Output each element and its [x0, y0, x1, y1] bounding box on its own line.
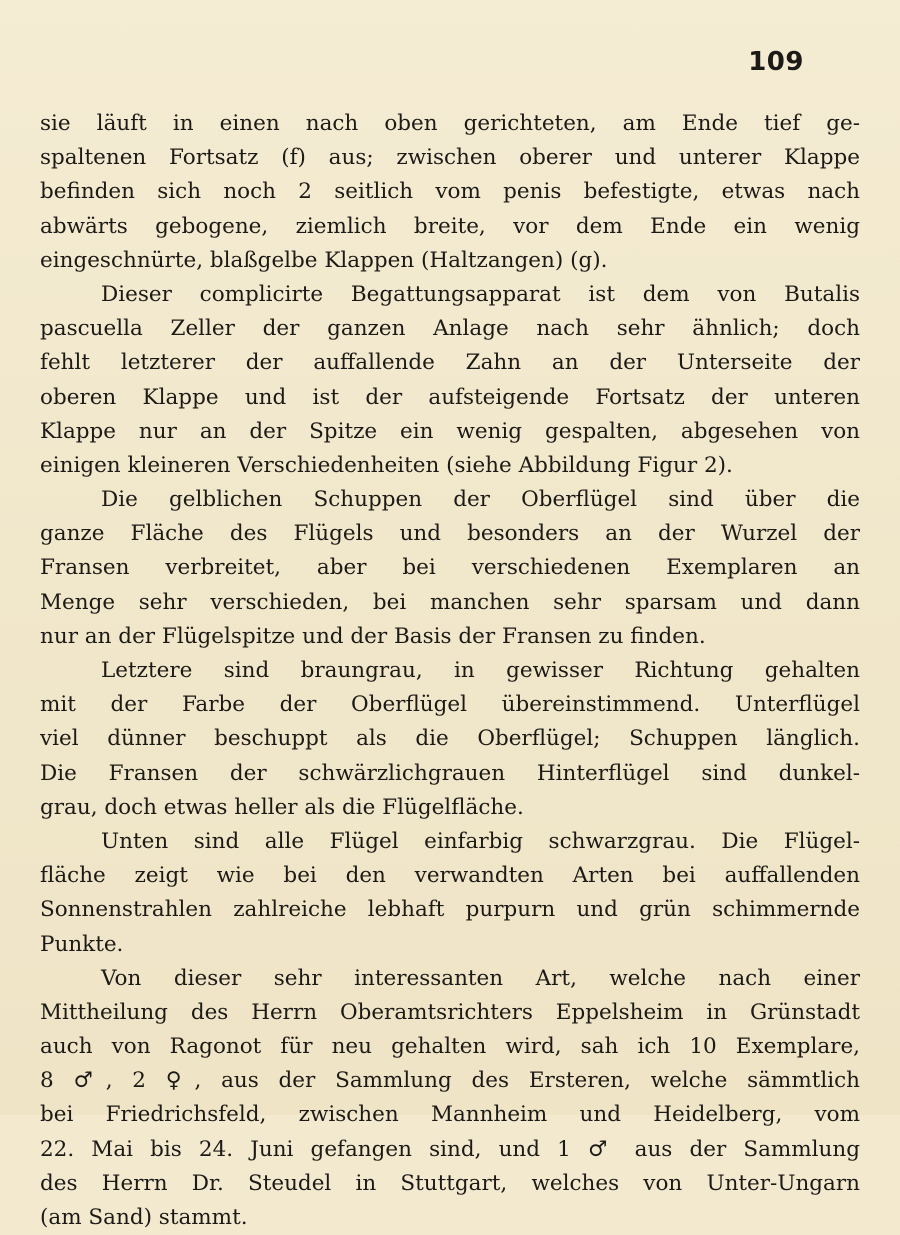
text-line: abwärts gebogene, ziemlich breite, vor dem Ende ein wenig [40, 213, 860, 239]
text-line: Menge sehr verschieden, bei manchen sehr sparsam und dann [40, 589, 860, 615]
text-line: Klappe nur an der Spitze ein wenig gespalten, abgesehen von [40, 418, 860, 444]
text-line: 22. Mai bis 24. Juni gefangen sind, und 1 ♂ aus der Sammlung [40, 1136, 860, 1162]
text-line: Punkte. [40, 931, 124, 957]
text-line: nur an der Flügelspitze und der Basis der Fransen zu finden. [40, 623, 706, 649]
text-line: des Herrn Dr. Steudel in Stuttgart, welches von Unter-Ungarn [40, 1170, 860, 1196]
text-line: Letztere sind braungrau, in gewisser Richtung gehalten [101, 658, 860, 683]
text-line: Fransen verbreitet, aber bei verschiedenen Exemplaren an [40, 555, 860, 581]
page-number: 109 [748, 47, 804, 77]
text-line: Dieser complicirte Begattungsapparat ist dem von Butalis [101, 281, 860, 307]
text-line: pascuella Zeller der ganzen Anlage nach sehr ähnlich; doch [40, 316, 860, 342]
body-text [40, 107, 860, 1235]
text-line: eingeschnürte, blaßgelbe Klappen (Haltzangen) (g). [40, 247, 608, 273]
text-line: ganze Fläche des Flügels und besonders an der Wurzel der [40, 521, 860, 547]
text-line: mit der Farbe der Oberflügel übereinstimmend. Unterflügel [40, 692, 860, 718]
text-line: Von dieser sehr interessanten Art, welche nach einer [101, 965, 860, 991]
text-line: sie läuft in einen nach oben gerichteten, am Ende tief ge- [40, 111, 860, 136]
text-line: Die gelblichen Schuppen der Oberflügel sind über die [101, 487, 860, 513]
text-line: viel dünner beschuppt als die Oberflügel; Schuppen länglich. [40, 726, 860, 752]
text-line: Sonnenstrahlen zahlreiche lebhaft purpurn und grün schimmernde [40, 897, 860, 923]
text-line: grau, doch etwas heller als die Flügelfläche. [40, 794, 524, 820]
text-line: einigen kleineren Verschiedenheiten (siehe Abbildung Figur 2). [40, 452, 733, 478]
text-line: Mittheilung des Herrn Oberamtsrichters Eppelsheim in Grünstadt [40, 999, 860, 1025]
text-line: Die Fransen der schwärzlichgrauen Hinterflügel sind dunkel- [40, 760, 860, 786]
text-line: befinden sich noch 2 seitlich vom penis befestigte, etwas nach [40, 179, 860, 205]
text-line: Unten sind alle Flügel einfarbig schwarzgrau. Die Flügel- [101, 828, 860, 854]
text-line: oberen Klappe und ist der aufsteigende Fortsatz der unteren [40, 384, 860, 410]
text-line: bei Friedrichsfeld, zwischen Mannheim und Heidelberg, vom [40, 1102, 860, 1128]
text-line: spaltenen Fortsatz (f) aus; zwischen oberer und unterer Klappe [40, 145, 860, 171]
text-line: 8 ♂, 2 ♀, aus der Sammlung des Ersteren, welche sämmtlich [40, 1068, 860, 1094]
text-line: auch von Ragonot für neu gehalten wird, sah ich 10 Exemplare, [40, 1034, 860, 1060]
text-line: fehlt letzterer der auffallende Zahn an der Unterseite der [40, 350, 860, 376]
text-line: (am Sand) stammt. [40, 1205, 248, 1230]
text-line: fläche zeigt wie bei den verwandten Arten bei auffallenden [40, 863, 860, 889]
